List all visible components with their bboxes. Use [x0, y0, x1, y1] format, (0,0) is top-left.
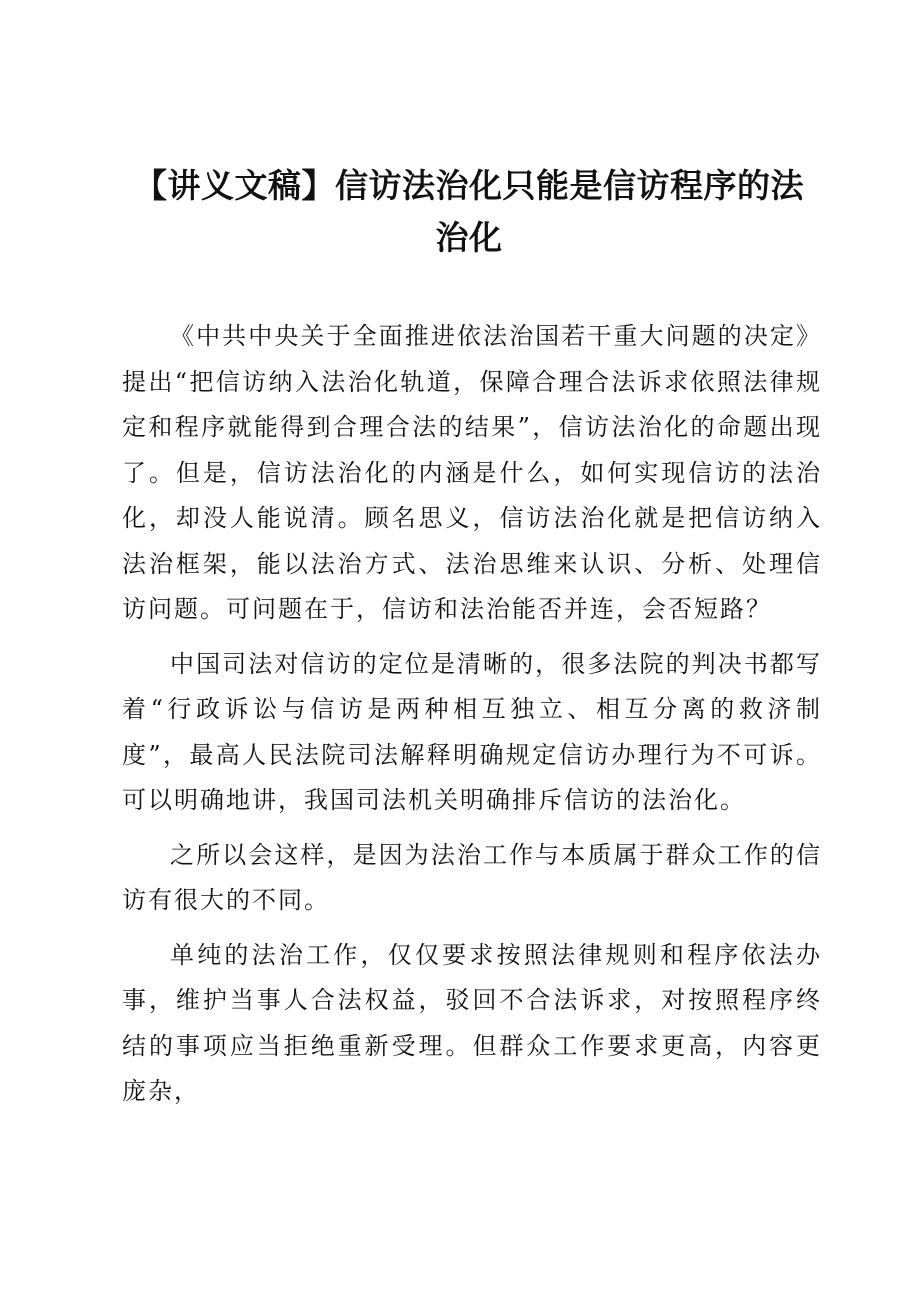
document-body	[122, 314, 822, 1124]
document-title: 【讲义文稿】信访法治化只能是信访程序的法治化	[134, 166, 804, 257]
paragraph-1: 《中共中央关于全面推进依法治国若干重大问题的决定》提出“把信访纳入法治化轨道，保障合理合法诉求依照法律规定和程序就能得到合理合法的结果”，信访法治化的命题出现了。但是，信访法治化的内涵是什么，如何实现信访的法治化，却没人能说清。顾名思义，信访法治化就是把信访纳入法治框架，能以法治方式、法治思维来认识、分析、处理信访问题。可问题在于，信访和法治能否并连，会否短路？	[122, 322, 822, 623]
paragraph-2: 中国司法对信访的定位是清晰的，很多法院的判决书都写着“行政诉讼与信访是两种相互独立、相互分离的救济制度”，最高人民法院司法解释明确规定信访办理行为不可诉。可以明确地讲，我国司法机关明确排斥信访的法治化。	[122, 649, 822, 814]
paragraph-3: 之所以会这样，是因为法治工作与本质属于群众工作的信访有很大的不同。	[122, 840, 822, 914]
paragraph-4: 单纯的法治工作，仅仅要求按照法律规则和程序依法办事，维护当事人合法权益，驳回不合法诉求，对按照程序终结的事项应当拒绝重新受理。但群众工作要求更高，内容更庞杂，	[122, 940, 822, 1105]
